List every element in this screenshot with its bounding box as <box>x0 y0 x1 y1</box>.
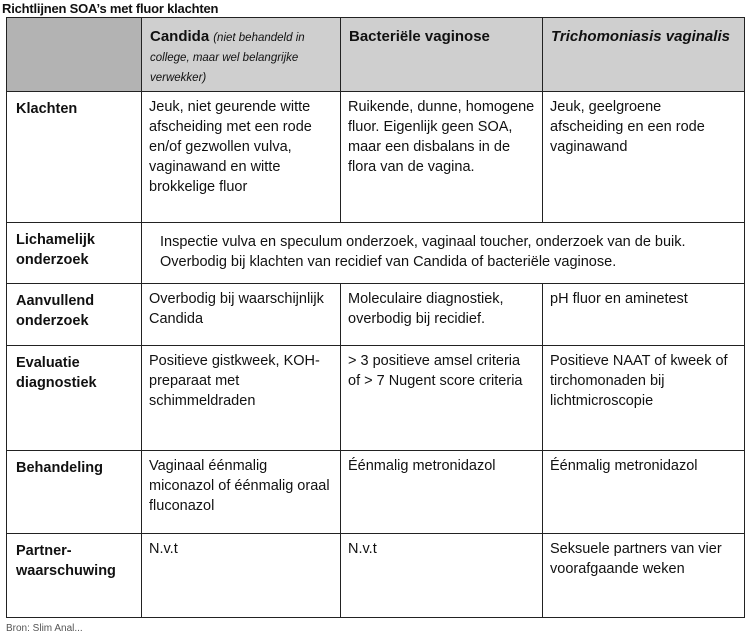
column-title-candida: Candida <box>150 28 210 45</box>
table-cell <box>543 92 745 223</box>
table-cell <box>543 346 745 451</box>
table-cell <box>543 451 745 534</box>
row-label-cell <box>7 92 142 223</box>
cell-text: pH fluor en aminetest <box>550 291 688 307</box>
table-cell <box>142 346 341 451</box>
cell-text: Moleculaire diagnostiek, overbodig bij recidief. <box>348 291 504 327</box>
row-label: Lichamelijk onderzoek <box>16 232 95 268</box>
cell-text: Jeuk, geelgroene afscheiding en een rode vaginawand <box>550 99 705 155</box>
row-label-cell <box>7 223 142 284</box>
row-label: Aanvullend onderzoek <box>16 293 95 329</box>
row-label: Behandeling <box>16 460 104 476</box>
row-label-cell <box>7 534 142 618</box>
table-row-klachten <box>7 92 745 223</box>
cell-text: Overbodig bij waarschijnlijk Candida <box>149 291 324 327</box>
table-cell <box>341 534 543 618</box>
row-label: Partner-waarschuwing <box>16 543 116 579</box>
table-cell <box>543 534 745 618</box>
table-cell <box>142 284 341 346</box>
table-cell <box>341 92 543 223</box>
cell-text: > 3 positieve amsel criteria of > 7 Nugent score criteria <box>348 353 523 389</box>
guideline-table <box>6 17 745 618</box>
cell-text: N.v.t <box>149 541 178 557</box>
column-header-bacteriele-vaginose <box>341 18 543 92</box>
cell-text: Inspectie vulva en speculum onderzoek, vaginaal toucher, onderzoek van de buik. Overbodig bij klachten van recidief van Candida of bacteriële vaginose. <box>160 234 686 270</box>
column-note-candida: (niet behandeld in college, maar wel belangrijke verwekker) <box>150 32 305 84</box>
row-label-cell <box>7 451 142 534</box>
table-row-lichamelijk-onderzoek <box>7 223 745 284</box>
table-corner-cell <box>7 18 142 92</box>
table-cell <box>341 284 543 346</box>
table-cell <box>142 534 341 618</box>
table-row-partnerwaarschuwing <box>7 534 745 618</box>
cell-text: Éénmalig metronidazol <box>550 458 698 474</box>
cell-text: Jeuk, niet geurende witte afscheiding met een rode en/of gezwollen vulva, vaginawand en witte brokkelige fluor <box>149 99 312 195</box>
cell-text: Vaginaal éénmalig miconazol of éénmalig oraal fluconazol <box>149 458 330 514</box>
column-header-candida <box>142 18 341 92</box>
table-row-aanvullend-onderzoek <box>7 284 745 346</box>
cell-text: Positieve gistkweek, KOH-preparaat met schimmeldraden <box>149 353 320 409</box>
row-label-cell <box>7 346 142 451</box>
cell-text: Seksuele partners van vier voorafgaande weken <box>550 541 722 577</box>
table-cell <box>341 346 543 451</box>
cell-text: Éénmalig metronidazol <box>348 458 496 474</box>
row-label: Evaluatie diagnostiek <box>16 355 97 391</box>
table-header-row <box>7 18 745 92</box>
footer-partial-text: Bron: Slim Anal... <box>6 623 83 632</box>
column-title-trichomoniasis: Trichomoniasis vaginalis <box>551 28 730 45</box>
document-title: Richtlijnen SOA’s met fluor klachten <box>2 1 219 16</box>
table-cell-spanning <box>142 223 745 284</box>
row-label-cell <box>7 284 142 346</box>
table-cell <box>341 451 543 534</box>
cell-text: Ruikende, dunne, homogene fluor. Eigenlijk geen SOA, maar een disbalans in de flora van de vagina. <box>348 99 535 175</box>
table-cell <box>142 451 341 534</box>
cell-text: Positieve NAAT of kweek of tirchomonaden bij lichtmicroscopie <box>550 353 728 409</box>
column-title-bacteriele-vaginose: Bacteriële vaginose <box>349 28 490 45</box>
table-cell <box>543 284 745 346</box>
table-row-evaluatie-diagnostiek <box>7 346 745 451</box>
cell-text: N.v.t <box>348 541 377 557</box>
row-label: Klachten <box>16 101 78 117</box>
column-header-trichomoniasis <box>543 18 745 92</box>
table-row-behandeling <box>7 451 745 534</box>
table-cell <box>142 92 341 223</box>
